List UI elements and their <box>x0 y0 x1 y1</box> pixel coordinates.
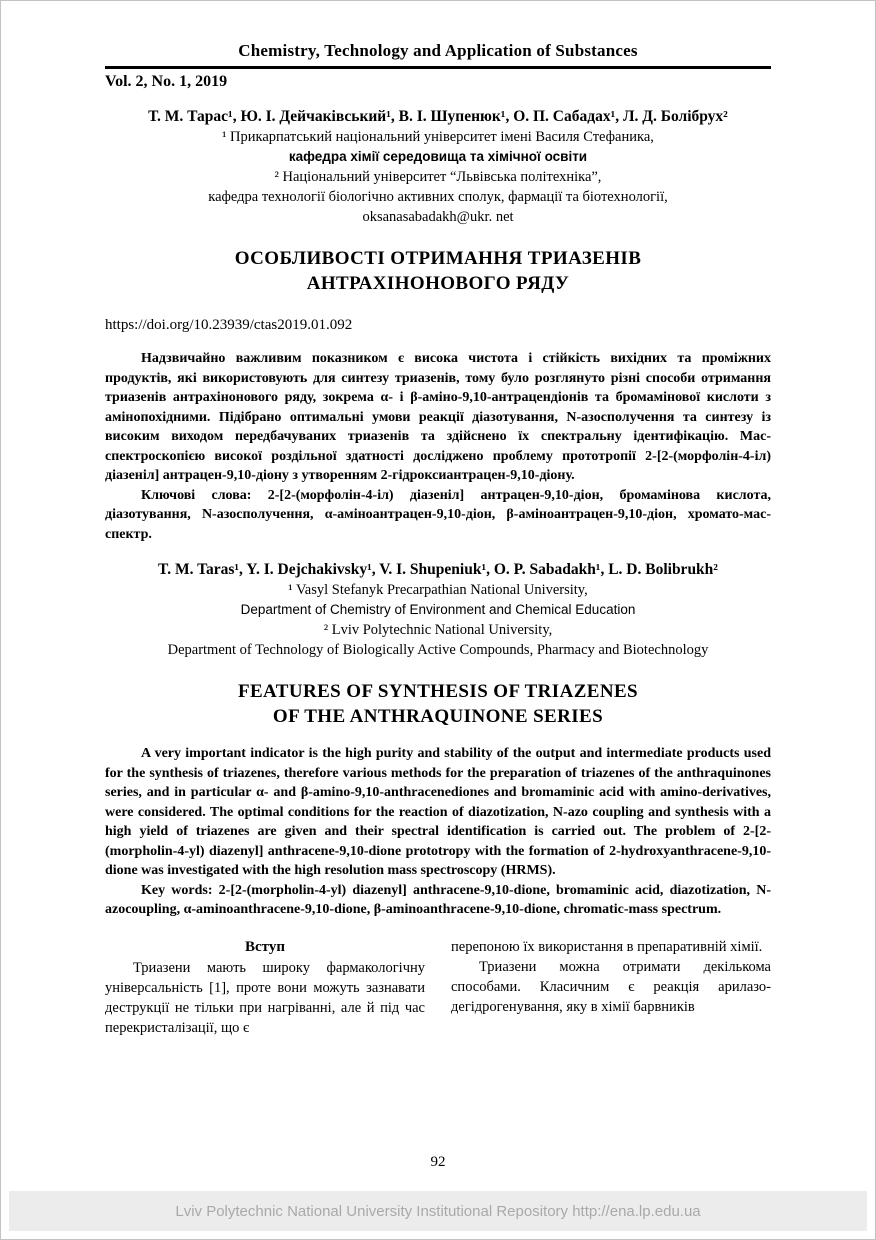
header-rule <box>105 66 771 69</box>
affiliation-en-2: ² Lviv Polytechnic National University, <box>323 622 553 638</box>
volume-issue: Vol. 2, No. 1, 2019 <box>105 73 228 90</box>
abstract-ua: Надзвичайно важливим показником є висока чистота і стійкість вихідних та проміжних продуктів, які використовують для синтезу триазенів, тому було розглянуто різні способи отримання триазенів антрахінонового ряду, зокрема α- і β-аміно-9,10-антрацендіонів та бромамінової кислоти з амінопохідними. Підібрано оптимальні умови реакції діазотування, N-азосполучення та синтезу із високим виходом передбачуваних триазенів та здійснено їх спектральну ідентифікацію. Мас-спектроскопією високої роздільної здатності досліджено проблему прототропії 2-[2-(морфолін-4-іл) діазеніл] антрацен-9,10-діону з утворенням 2-гідроксиантрацен-9,10-діону. <box>105 351 771 483</box>
authors-ua: Т. М. Тарас¹, Ю. І. Дейчаківський¹, В. І. Шупенюк¹, О. П. Сабадах¹, Л. Д. Болібрух² <box>148 108 728 125</box>
author-email[interactable]: oksanasabadakh@ukr. net <box>362 209 514 225</box>
affiliation-ua-2-department: кафедра технології біологічно активних сполук, фармації та біотехнології, <box>208 189 668 205</box>
right-column <box>451 937 771 1038</box>
affiliation-en-1-department: Department of Chemistry of Environment and Chemical Education <box>240 602 636 617</box>
page-content <box>1 1 875 1038</box>
affiliation-ua-1-department: кафедра хімії середовища та хімічної освіти <box>288 149 588 164</box>
keywords-ua <box>105 486 771 545</box>
introduction-section <box>105 937 771 1038</box>
doi-link[interactable]: https://doi.org/10.23939/ctas2019.01.092 <box>105 317 353 333</box>
paper-title-ua-line2: АНТРАХІНОНОВОГО РЯДУ <box>306 273 570 294</box>
paper-title-ua <box>105 246 771 296</box>
affiliation-en-2-department: Department of Technology of Biologically Active Compounds, Pharmacy and Biotechnology <box>167 642 709 658</box>
keywords-en-text: 2-[2-(morpholin-4-yl) diazenyl] anthracene-9,10-dione, bromaminic acid, diazotization, N-azocoupling, α-aminoanthracene-9,10-dione, β-aminoanthracene-9,10-dione, chromatic-mass spectrum. <box>105 882 771 917</box>
section-heading-intro: Вступ <box>245 938 285 955</box>
affiliation-ua-2: ² Національний університет “Львівська політехніка”, <box>274 169 602 185</box>
keywords-en <box>105 881 771 920</box>
repository-footer <box>9 1191 867 1231</box>
keywords-ua-text: 2-[2-(морфолін-4-іл) діазеніл] антрацен-9,10-діон, бромамінова кислота, діазотування, N-азосполучення, α-аміноантрацен-9,10-діон, β-аміноантрацен-9,10-діон, хромато-мас-спектр. <box>105 487 771 542</box>
paper-title-ua-line1: ОСОБЛИВОСТІ ОТРИМАННЯ ТРИАЗЕНІВ <box>234 248 642 269</box>
affiliation-en-1: ¹ Vasyl Stefanyk Precarpathian National University, <box>288 582 588 598</box>
keywords-ua-label: Ключові слова: <box>141 487 268 503</box>
paper-title-en-line2: OF THE ANTHRAQUINONE SERIES <box>272 706 604 727</box>
repository-footer-link[interactable]: Lviv Polytechnic National University Institutional Repository http://ena.lp.edu.ua <box>175 1202 701 1220</box>
left-column <box>105 937 425 1038</box>
english-author-block <box>105 559 771 660</box>
journal-title: Chemistry, Technology and Application of Substances <box>238 41 638 60</box>
ukrainian-author-block <box>105 106 771 227</box>
abstract-en: A very important indicator is the high purity and stability of the output and intermediate products used for the synthesis of triazenes, therefore various methods for the preparation of triazenes of the anthraquinones series, and in particular α- and β-amino-9,10-anthracenediones and bromaminic acid with amino-derivatives, were considered. The optimal conditions for the reaction of diazotization, N-azo coupling and synthesis with a high yield of triazenes are given and their spectral identification is carried out. The problem of 2-[2-(morpholin-4-yl) diazenyl] anthracene-9,10-dione prototropy with the formation of 2-hydroxyanthracene-9,10-dione was investigated with the high resolution mass spectroscopy (HRMS). <box>105 746 771 878</box>
keywords-en-label: Key words: <box>141 882 219 898</box>
intro-paragraph-2: перепоною їх використання в препаративній хімії. <box>451 938 763 955</box>
affiliation-ua-1: ¹ Прикарпатський національний університет імені Василя Стефаника, <box>222 129 654 145</box>
paper-title-en-line1: FEATURES OF SYNTHESIS OF TRIAZENES <box>237 681 639 702</box>
intro-paragraph-1: Триазени мають широку фармакологічну універсальність [1], проте вони можуть зазнавати деструкції не тільки при нагріванні, але й під час перекристалізації, що є <box>105 959 425 1036</box>
page-number: 92 <box>430 1154 446 1170</box>
paper-title-en <box>105 679 771 729</box>
intro-paragraph-3: Триазени можна отримати декількома способами. Класичним є реакція арилазо-дегідрогенування, яку в хімії барвників <box>451 958 771 1015</box>
journal-header <box>105 41 771 91</box>
authors-en: T. M. Taras¹, Y. I. Dejchakivsky¹, V. I. Shupeniuk¹, O. P. Sabadakh¹, L. D. Bolibrukh² <box>158 561 718 578</box>
